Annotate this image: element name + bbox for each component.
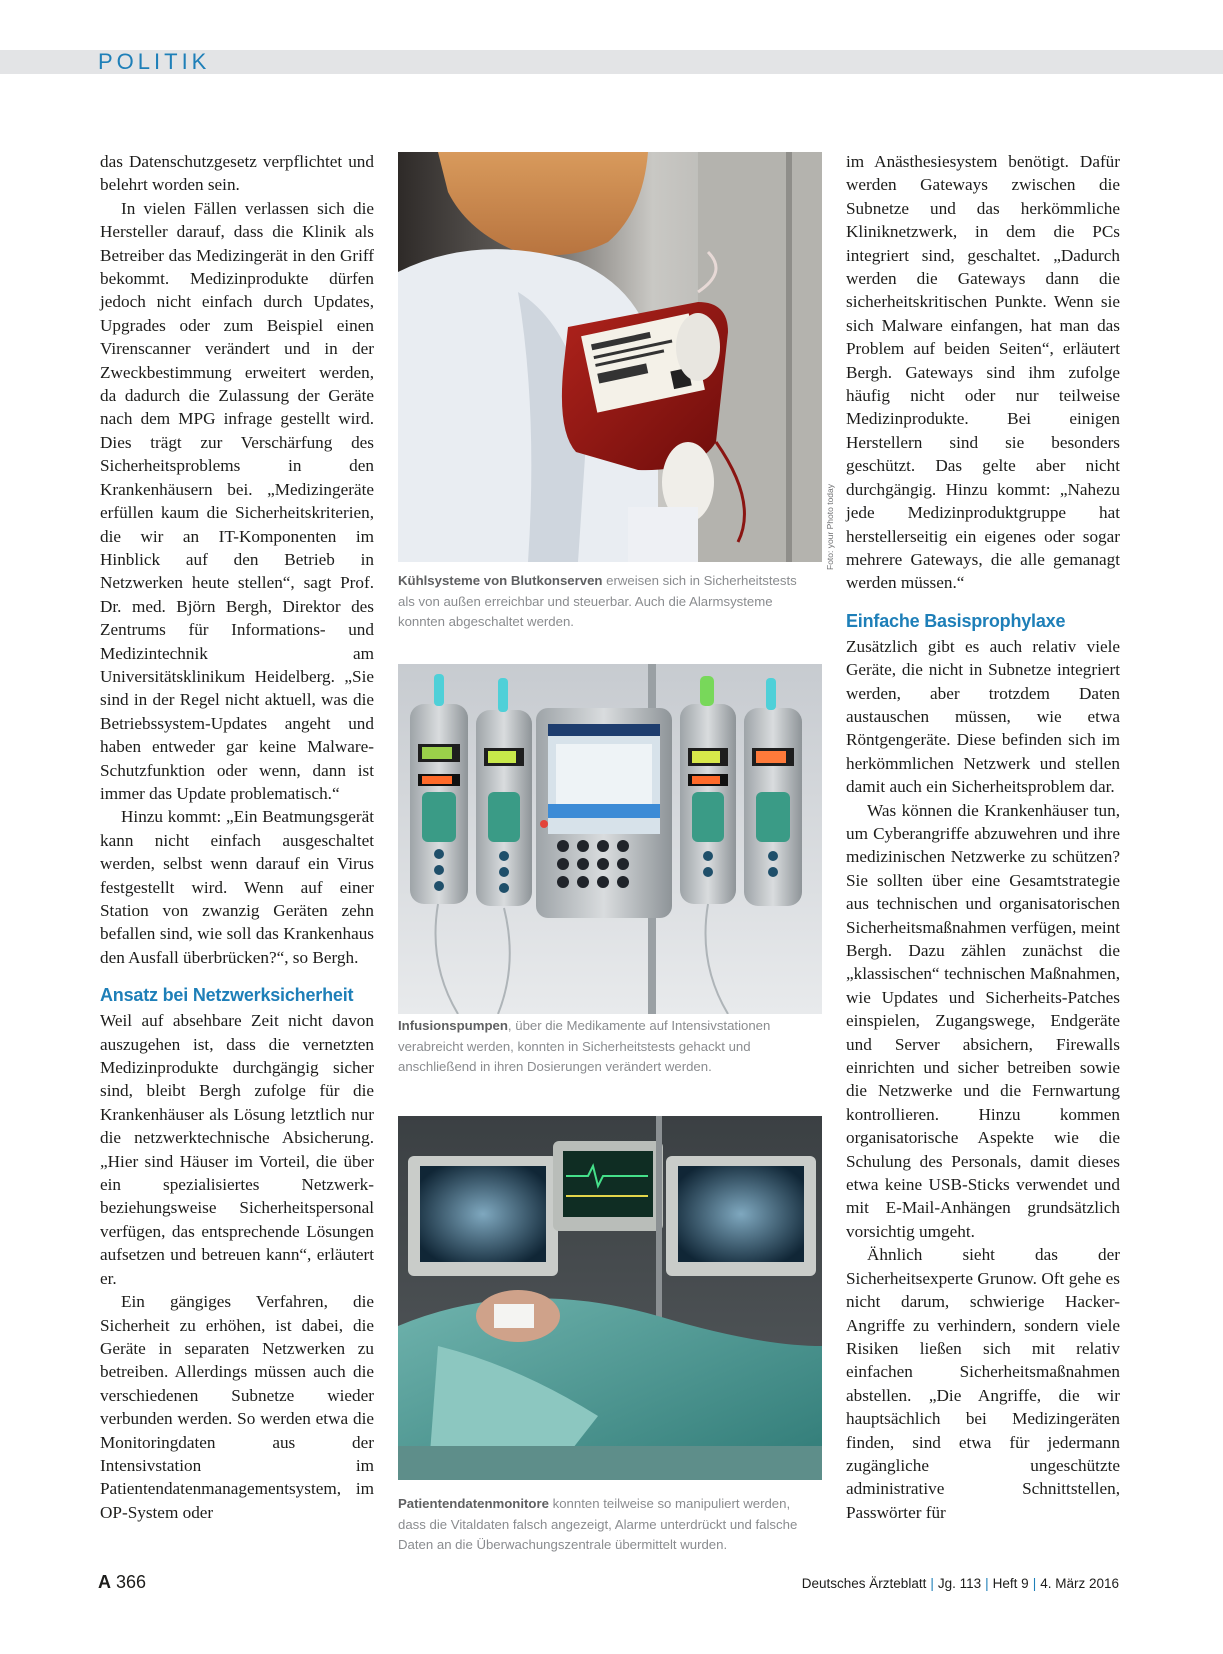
caption-2: Infusionspumpen, über die Medikamente auf Intensivstationen verabreicht werden, konnten in Sicherheitstests gehackt und anschließend in ihren Dosierungen verändert werden. — [398, 1018, 771, 1074]
paragraph: Weil auf absehbare Zeit nicht davon auszugehen ist, dass die vernetzten Medizinprodukte durchgängig sicher sind, bleibt Bergh zufolge für die Krankenhäuser als Lösung letztlich nur die netzwerktechnische Absicherung. „Hier sind Häuser im Vorteil, die über ein spezialisiertes Netzwerk- beziehungsweise Sicherheitspersonal verfügen, das entsprechende Lösungen aufsetzen und betreuen kann“, erläutert er. — [100, 1011, 374, 1288]
paragraph: Was können die Krankenhäuser tun, um Cyberangriffe abzuwehren und ihre medizinischen Netzwerke zu schützen? Sie sollten über eine Gesamtstrategie aus technischen und organisatorischen Sicherheitsmaßnahmen verfügen, meint Bergh. Dazu zählen zunächst die „klassischen“ technischen Maßnahmen, wie Updates und Sicherheits-Patches einspielen, Zugangswege, Endgeräte und Server absichern, Firewalls einrichten und sicher betreiben sowie die Netzwerke und die Fernwartung kontrollieren. Hinzu kommen organisatorische Aspekte wie die Schulung des Personals, damit dieses etwa keine USB-Sticks verwendet und mit E-Mail-Anhängen grundsätzlich vorsichtig umgeht. — [846, 800, 1120, 1241]
paragraph: In vielen Fällen verlassen sich die Hersteller darauf, dass die Klinik als Betreiber das Medizingerät in den Griff bekommt. Medizinprodukte dürfen jedoch nicht einfach durch Updates, Upgrades oder zum Beispiel einen Virenscanner verändert und in der Zweckbestimmung erweitert werden, da dadurch die Zulassung der Geräte nach dem MPG infrage gestellt wird. Dies trägt zur Verschärfung des Sicherheitsproblems in den Krankenhäusern bei. „Medizingeräte erfüllen kaum die Sicherheitskriterien, die wir an IT-Komponenten im Hinblick auf den Betrieb in Netzwerken heute stellen“, sagt Prof. Dr. med. Björn Bergh, Direktor des Zentrums für Informations- und Medizintechnik am Universitätsklinikum Heidelberg. „Sie sind in der Regel nicht aktuell, was die Betriebssystem-Updates angeht und haben entweder gar keine Malware-Schutzfunktion oder wenn, dann ist immer das Update problematisch.“ — [100, 198, 374, 803]
paragraph: im Anästhesiesystem benötigt. Dafür werden Gateways zwischen die Subnetze und das herkömmliche Kliniknetzwerk, in dem die PCs integriert sind, geschaltet. „Dadurch werden die Gateways dann die sicherheitskritischen Punkte. Wenn sie sich Malware einfangen, hat man das Problem auf beiden Seiten“, erläutert Bergh. Gateways sind ihm zufolge häufig nicht oder nur teilweise Medizinprodukte. Bei einigen Herstellern sind sie besonders geschützt. Das gelte aber nicht durchgängig. Hinzu kommt: „Nahezu jede Medizinproduktgruppe hat herstellerseitig ein eigenes oder sogar mehrere Gateways, die alle gemanagt werden müssen.“ — [846, 152, 1120, 593]
photo-blood-bag — [398, 152, 822, 562]
text-column-left — [100, 150, 374, 1524]
caption-3: Patientendatenmonitore konnten teilweise so manipuliert werden, dass die Vitaldaten falsch angezeigt, Alarme unterdrückt und falsche Daten an die Überwachungszentrale übermittelt wurden. — [398, 1496, 798, 1552]
subheading: Einfache Basisprophylaxe — [846, 610, 1066, 631]
journal-info: Deutsches Ärzteblatt | Jg. 113 | Heft 9 | 4. März 2016 — [801, 1576, 1119, 1591]
caption-1: Kühlsysteme von Blutkonserven erweisen sich in Sicherheitstests als von außen erreichbar und steuerbar. Auch die Alarmsysteme konnten abgeschaltet werden. — [398, 573, 797, 629]
paragraph: das Datenschutzgesetz verpflichtet und belehrt worden sein. — [100, 152, 374, 195]
paragraph: Ein gängiges Verfahren, die Sicherheit zu erhöhen, ist dabei, die Geräte in separaten Netzwerken zu betreiben. Allerdings müssen auch die verschiedenen Subnetze wieder verbunden werden. So werden etwa die Monitoringdaten aus der Intensivstation im Patientendatenmanagementsystem, im OP-System oder — [100, 1292, 374, 1522]
photo-credit: Foto: your Photo today — [825, 484, 835, 570]
photo-infusion-pumps — [398, 664, 822, 1014]
paragraph: Ähnlich sieht das der Sicherheitsexperte Grunow. Oft gehe es nicht darum, schwierige Hacker-Angriffe zu verhindern, sondern viele Risiken ließen sich mit relativ einfachen Sicherheitsmaßnahmen abstellen. „Die Angriffe, die wir hauptsächlich bei Medizingeräten finden, sind etwa für jedermann zugängliche ungeschützte administrative Schnittstellen, Passwörter für — [846, 1245, 1120, 1522]
text-column-right — [846, 150, 1120, 1524]
paragraph: Hinzu kommt: „Ein Beatmungsgerät kann nicht einfach ausgeschaltet werden, selbst wenn darauf ein Virus festgestellt wird. Wenn auf einer Station von zwanzig Geräten zehn befallen sind, wie soll das Krankenhaus den Ausfall überbrücken?“, so Bergh. — [100, 807, 374, 967]
photo-patient-monitors — [398, 1116, 822, 1480]
section-label: POLITIK — [98, 49, 211, 74]
page-number: A 366 — [98, 1572, 147, 1592]
paragraph: Zusätzlich gibt es auch relativ viele Geräte, die nicht in Subnetze integriert werden, aber trotzdem Daten austauschen müssen, wie etwa Röntgengeräte. Diese befinden sich im herkömmlichen Netzwerk und stellen damit auch ein Sicherheitsproblem dar. — [846, 636, 1120, 797]
subheading: Ansatz bei Netzwerksicherheit — [100, 985, 354, 1006]
